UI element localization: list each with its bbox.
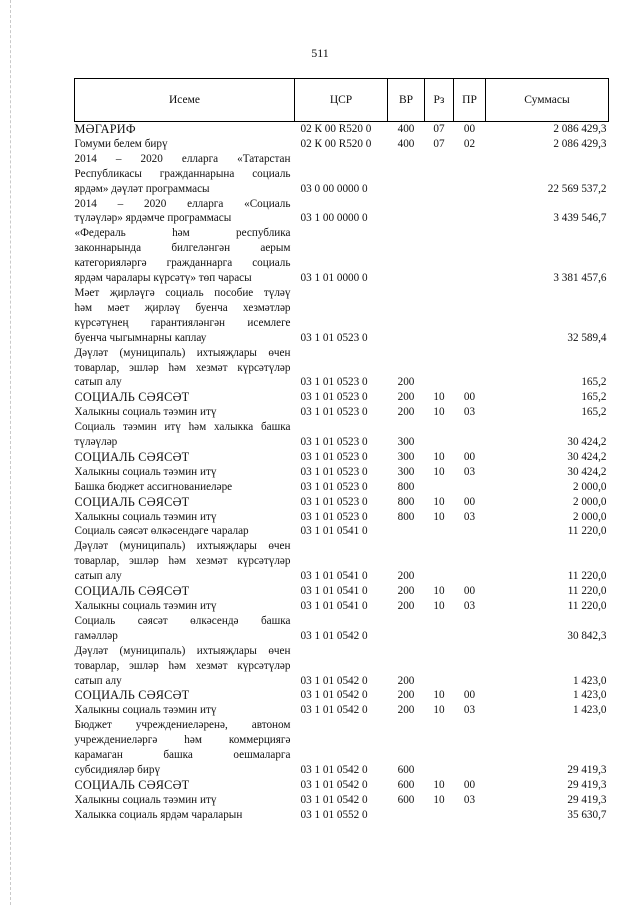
table-row — [75, 137, 609, 152]
row-vr: 800 — [397, 495, 415, 508]
row-name-line: Дәүләт (муниципаль) ихтыяҗлары өчен — [74, 346, 291, 359]
row-pr: 03 — [463, 704, 476, 717]
row-rz: 10 — [433, 450, 445, 463]
row-vr — [388, 808, 425, 823]
row-name-line: күрсәтүнең гарантияләнгән исемлеге — [74, 316, 291, 329]
row-pr: 02 — [463, 137, 476, 150]
row-name — [75, 480, 295, 495]
table-row — [75, 197, 609, 227]
row-sum: 11 220,0 — [567, 585, 607, 598]
page-number: 511 — [311, 46, 329, 60]
row-name — [75, 495, 295, 510]
row-csr: 03 1 01 0523 0 — [300, 495, 368, 508]
row-vr — [388, 286, 425, 346]
row-name — [75, 778, 295, 793]
table-row — [75, 286, 609, 346]
row-name-line: түләүләр» ярдәмче программасы — [74, 212, 232, 225]
table-row — [75, 614, 609, 644]
row-csr: 03 1 01 0523 0 — [300, 480, 368, 493]
row-rz — [425, 644, 454, 689]
row-sum: 2 086 429,3 — [553, 123, 607, 135]
row-name — [75, 197, 295, 227]
table-row — [75, 346, 609, 391]
row-vr: 400 — [397, 137, 415, 150]
row-csr: 03 1 01 0552 0 — [300, 808, 368, 821]
row-vr: 300 — [397, 436, 415, 449]
row-pr — [454, 614, 486, 644]
row-name-line: Гомуми белем бирү — [74, 137, 168, 150]
table-row — [75, 793, 609, 808]
row-sum: 11 220,0 — [567, 600, 607, 612]
header-csr: ЦСР — [295, 79, 388, 122]
row-pr — [454, 539, 486, 584]
row-name — [75, 137, 295, 152]
table-row — [75, 390, 609, 405]
row-name-line: сатып алу — [74, 674, 122, 687]
header-row — [75, 79, 609, 122]
row-sum: 1 423,0 — [572, 704, 607, 717]
row-rz: 10 — [433, 495, 445, 508]
row-pr — [454, 286, 486, 346]
row-csr: 03 1 01 0541 0 — [300, 570, 368, 583]
row-name-line: товарлар, эшләр һәм хезмәт күрсәтүләр — [74, 659, 291, 672]
table-row — [75, 778, 609, 793]
row-vr: 200 — [397, 689, 415, 702]
row-name-line: түләүләр — [74, 436, 118, 449]
row-vr: 300 — [397, 465, 415, 478]
table-row — [75, 718, 609, 778]
row-name-line: сатып алу — [74, 570, 122, 583]
row-vr: 200 — [397, 674, 415, 687]
row-name — [75, 152, 295, 197]
row-name-line: МӘГАРИФ — [74, 122, 136, 136]
row-pr — [454, 420, 486, 450]
row-rz: 10 — [433, 793, 445, 806]
row-name-line: учреждениеләргә һәм коммерциягә — [74, 734, 291, 747]
row-pr: 00 — [463, 689, 476, 702]
row-name — [75, 405, 295, 420]
row-name — [75, 286, 295, 346]
row-csr: 03 1 01 0542 0 — [300, 674, 368, 687]
row-rz: 10 — [433, 465, 445, 478]
row-pr — [454, 644, 486, 689]
row-sum: 2 000,0 — [572, 510, 607, 523]
row-sum: 1 423,0 — [572, 689, 607, 702]
row-rz: 10 — [433, 510, 445, 523]
row-csr: 03 1 01 0542 0 — [300, 689, 368, 702]
row-sum: 11 220,0 — [567, 570, 607, 583]
row-name-line: Республикасы гражданнарына социаль — [74, 167, 291, 180]
table-row — [75, 480, 609, 495]
row-sum: 29 419,3 — [567, 793, 607, 806]
row-vr: 800 — [397, 510, 415, 523]
header-vr: ВР — [388, 79, 425, 122]
row-name-line: СОЦИАЛЬ СӘЯСӘТ — [74, 688, 190, 703]
table-header — [75, 79, 609, 122]
row-name-line: Халыкны социаль тәэмин итү — [74, 600, 217, 612]
row-sum: 2 000,0 — [572, 480, 607, 493]
row-name-line: Социаль сәясәт өлкәсендәге чаралар — [74, 525, 249, 538]
row-name — [75, 122, 295, 137]
row-csr: 03 1 01 0541 0 — [300, 600, 368, 612]
row-rz: 07 — [433, 123, 445, 135]
row-rz: 07 — [433, 137, 445, 150]
row-pr — [454, 718, 486, 778]
row-vr — [388, 197, 425, 227]
row-csr: 03 1 01 0523 0 — [300, 450, 368, 463]
row-pr — [454, 480, 486, 495]
table-row — [75, 808, 609, 823]
row-name-line: Халыкны социаль тәэмин итү — [74, 510, 217, 523]
row-name — [75, 584, 295, 599]
row-csr: 03 1 01 0523 0 — [300, 436, 368, 449]
row-sum: 32 589,4 — [567, 331, 607, 344]
row-sum: 30 424,2 — [567, 465, 607, 478]
table-row — [75, 510, 609, 525]
row-sum: 35 630,7 — [567, 808, 607, 821]
row-vr: 600 — [397, 763, 415, 776]
row-pr: 00 — [463, 585, 476, 598]
row-name — [75, 420, 295, 450]
row-name — [75, 599, 295, 614]
row-rz — [425, 480, 454, 495]
row-rz: 10 — [433, 689, 445, 702]
row-name — [75, 465, 295, 480]
row-csr: 03 1 01 0523 0 — [300, 376, 368, 389]
row-rz: 10 — [433, 778, 445, 791]
row-name-line: һәм мәет җирләү буенча хезмәтләр — [74, 301, 291, 314]
row-csr: 03 1 01 0541 0 — [300, 585, 368, 598]
row-name — [75, 688, 295, 703]
table-row — [75, 420, 609, 450]
row-vr: 400 — [397, 123, 415, 135]
row-vr: 200 — [397, 585, 415, 598]
table-row — [75, 226, 609, 286]
row-pr — [454, 197, 486, 227]
budget-table — [74, 78, 609, 823]
row-name-line: СОЦИАЛЬ СӘЯСӘТ — [74, 449, 190, 464]
row-name-line: ярдәм» дәүләт программасы — [74, 182, 210, 195]
row-csr: 03 1 01 0542 0 — [300, 629, 368, 642]
table-row — [75, 122, 609, 137]
row-pr — [454, 152, 486, 197]
row-csr: 03 1 01 0523 0 — [300, 510, 368, 523]
row-name-line: Социаль сәясәт өлкәсендә башка — [74, 614, 291, 627]
table-row — [75, 405, 609, 420]
row-csr: 02 К 00 R520 0 — [300, 137, 372, 150]
row-rz — [425, 226, 454, 286]
row-name-line: Дәүләт (муниципаль) ихтыяҗлары өчен — [74, 644, 291, 657]
row-sum: 165,2 — [581, 391, 607, 404]
row-csr: 03 1 01 0000 0 — [300, 272, 368, 285]
table-row — [75, 703, 609, 718]
header-pr: ПР — [454, 79, 486, 122]
row-pr — [454, 524, 486, 539]
row-rz — [425, 539, 454, 584]
row-name-line: Халыкка социаль ярдәм чараларын — [74, 808, 243, 821]
row-vr: 800 — [397, 480, 415, 493]
row-sum: 30 842,3 — [567, 629, 607, 642]
row-pr — [454, 808, 486, 823]
table-row — [75, 688, 609, 703]
row-rz — [425, 420, 454, 450]
row-rz — [425, 286, 454, 346]
row-vr: 200 — [397, 570, 415, 583]
budget-table-container — [74, 78, 608, 823]
row-vr: 600 — [397, 793, 415, 806]
row-vr: 200 — [397, 406, 415, 419]
row-csr: 03 1 01 0542 0 — [300, 778, 368, 791]
row-csr: 03 1 00 0000 0 — [300, 212, 368, 225]
row-vr: 300 — [397, 450, 415, 463]
row-pr: 03 — [463, 465, 476, 478]
row-sum: 165,2 — [581, 376, 607, 389]
table-row — [75, 644, 609, 689]
table-row — [75, 599, 609, 614]
row-name-line: буенча чыгымнарны каплау — [74, 331, 207, 344]
row-rz — [425, 808, 454, 823]
row-sum: 2 086 429,3 — [553, 137, 607, 150]
row-rz: 10 — [433, 585, 445, 598]
row-name-line: 2014 – 2020 елларга «Татарстан — [74, 152, 291, 165]
row-pr: 00 — [463, 495, 476, 508]
row-name — [75, 390, 295, 405]
row-name — [75, 539, 295, 584]
row-rz: 10 — [433, 406, 445, 419]
row-name — [75, 793, 295, 808]
row-name-line: Халыкны социаль тәэмин итү — [74, 465, 217, 478]
row-name — [75, 808, 295, 823]
row-name-line: субсидияләр бирү — [74, 763, 161, 776]
row-csr: 03 1 01 0541 0 — [300, 525, 368, 538]
row-csr: 03 1 01 0523 0 — [300, 465, 368, 478]
row-name-line: карамаган башка оешмаларга — [74, 749, 291, 762]
row-name — [75, 644, 295, 689]
row-name-line: СОЦИАЛЬ СӘЯСӘТ — [74, 777, 190, 792]
row-sum: 30 424,2 — [567, 450, 607, 463]
row-name-line: Бюджет учреждениеләренә, автоном — [74, 719, 291, 732]
row-vr — [388, 226, 425, 286]
row-name-line: товарлар, эшләр һәм хезмәт күрсәтүләр — [74, 361, 291, 374]
row-sum: 3 381 457,6 — [553, 272, 607, 285]
row-rz — [425, 197, 454, 227]
row-name-line: СОЦИАЛЬ СӘЯСӘТ — [74, 494, 190, 509]
row-rz — [425, 524, 454, 539]
row-name — [75, 524, 295, 539]
row-csr: 03 1 01 0542 0 — [300, 704, 368, 717]
row-vr: 200 — [397, 391, 415, 404]
row-name — [75, 718, 295, 778]
row-sum: 1 423,0 — [572, 674, 607, 687]
row-sum: 29 419,3 — [567, 778, 607, 791]
row-pr: 00 — [463, 778, 476, 791]
row-vr — [388, 614, 425, 644]
row-pr: 00 — [463, 391, 476, 404]
row-name-line: Халыкны социаль тәэмин итү — [74, 704, 217, 717]
row-name — [75, 450, 295, 465]
row-pr: 03 — [463, 510, 476, 523]
row-csr: 03 1 01 0523 0 — [300, 391, 368, 404]
header-rz: Рз — [425, 79, 454, 122]
table-body — [75, 122, 609, 823]
table-row — [75, 465, 609, 480]
table-row — [75, 495, 609, 510]
table-row — [75, 450, 609, 465]
row-pr: 03 — [463, 406, 476, 419]
row-name-line: ярдәм чаралары күрсәтү» төп чарасы — [74, 272, 252, 285]
row-name-line: гамәлләр — [74, 629, 118, 642]
row-pr: 03 — [463, 600, 476, 612]
row-name-line: законнарында билгеләнгән аерым — [74, 242, 291, 255]
row-name-line: товарлар, эшләр һәм хезмәт күрсәтүләр — [74, 555, 291, 568]
row-rz: 10 — [433, 391, 445, 404]
row-pr — [454, 226, 486, 286]
row-rz: 10 — [433, 600, 445, 612]
row-name-line: «Федераль һәм республика — [74, 227, 291, 240]
row-name-line: сатып алу — [74, 376, 122, 389]
row-name-line: Башка бюджет ассигнованиеләре — [74, 480, 233, 493]
row-csr: 03 1 01 0523 0 — [300, 406, 368, 419]
table-row — [75, 524, 609, 539]
row-rz — [425, 614, 454, 644]
row-vr: 600 — [397, 778, 415, 791]
table-row — [75, 152, 609, 197]
row-name-line: Дәүләт (муниципаль) ихтыяҗлары өчен — [74, 540, 291, 553]
row-vr: 200 — [397, 600, 415, 612]
row-name-line: категорияләргә гражданнарга социаль — [74, 257, 291, 270]
row-rz — [425, 152, 454, 197]
row-vr: 200 — [397, 704, 415, 717]
row-csr: 02 К 00 R520 0 — [300, 123, 372, 135]
scan-edge-mark — [10, 0, 12, 905]
row-pr: 03 — [463, 793, 476, 806]
row-name-line: Мәет җирләүгә социаль пособие түләү — [74, 286, 291, 299]
row-name — [75, 703, 295, 718]
row-sum: 3 439 546,7 — [553, 212, 607, 225]
row-sum: 165,2 — [581, 406, 607, 419]
row-sum: 11 220,0 — [567, 525, 607, 538]
row-pr: 00 — [463, 450, 476, 463]
row-sum: 29 419,3 — [567, 763, 607, 776]
row-name-line: СОЦИАЛЬ СӘЯСӘТ — [74, 390, 190, 405]
row-name-line: СОЦИАЛЬ СӘЯСӘТ — [74, 584, 190, 599]
row-vr — [388, 524, 425, 539]
row-csr: 03 1 01 0542 0 — [300, 763, 368, 776]
row-rz — [425, 718, 454, 778]
row-name — [75, 226, 295, 286]
row-name — [75, 346, 295, 391]
table-row — [75, 539, 609, 584]
row-pr — [454, 346, 486, 391]
row-sum: 22 569 537,2 — [547, 182, 607, 195]
row-name-line: Социаль тәэмин итү һәм халыкка башка — [74, 421, 291, 434]
row-name-line: Халыкны социаль тәэмин итү — [74, 793, 217, 806]
row-sum: 30 424,2 — [567, 436, 607, 449]
row-name — [75, 510, 295, 525]
row-vr — [388, 152, 425, 197]
table-row — [75, 584, 609, 599]
header-name: Исеме — [75, 79, 295, 122]
row-rz — [425, 346, 454, 391]
row-name — [75, 614, 295, 644]
row-vr: 200 — [397, 376, 415, 389]
row-name-line: 2014 – 2020 елларга «Социаль — [74, 197, 291, 210]
row-csr: 03 1 01 0542 0 — [300, 793, 368, 806]
row-sum: 2 000,0 — [572, 495, 607, 508]
row-csr: 03 0 00 0000 0 — [300, 182, 368, 195]
row-csr: 03 1 01 0523 0 — [300, 331, 368, 344]
row-rz: 10 — [433, 704, 445, 717]
header-sum: Суммасы — [486, 79, 609, 122]
row-pr: 00 — [463, 123, 476, 135]
row-name-line: Халыкны социаль тәэмин итү — [74, 406, 217, 419]
